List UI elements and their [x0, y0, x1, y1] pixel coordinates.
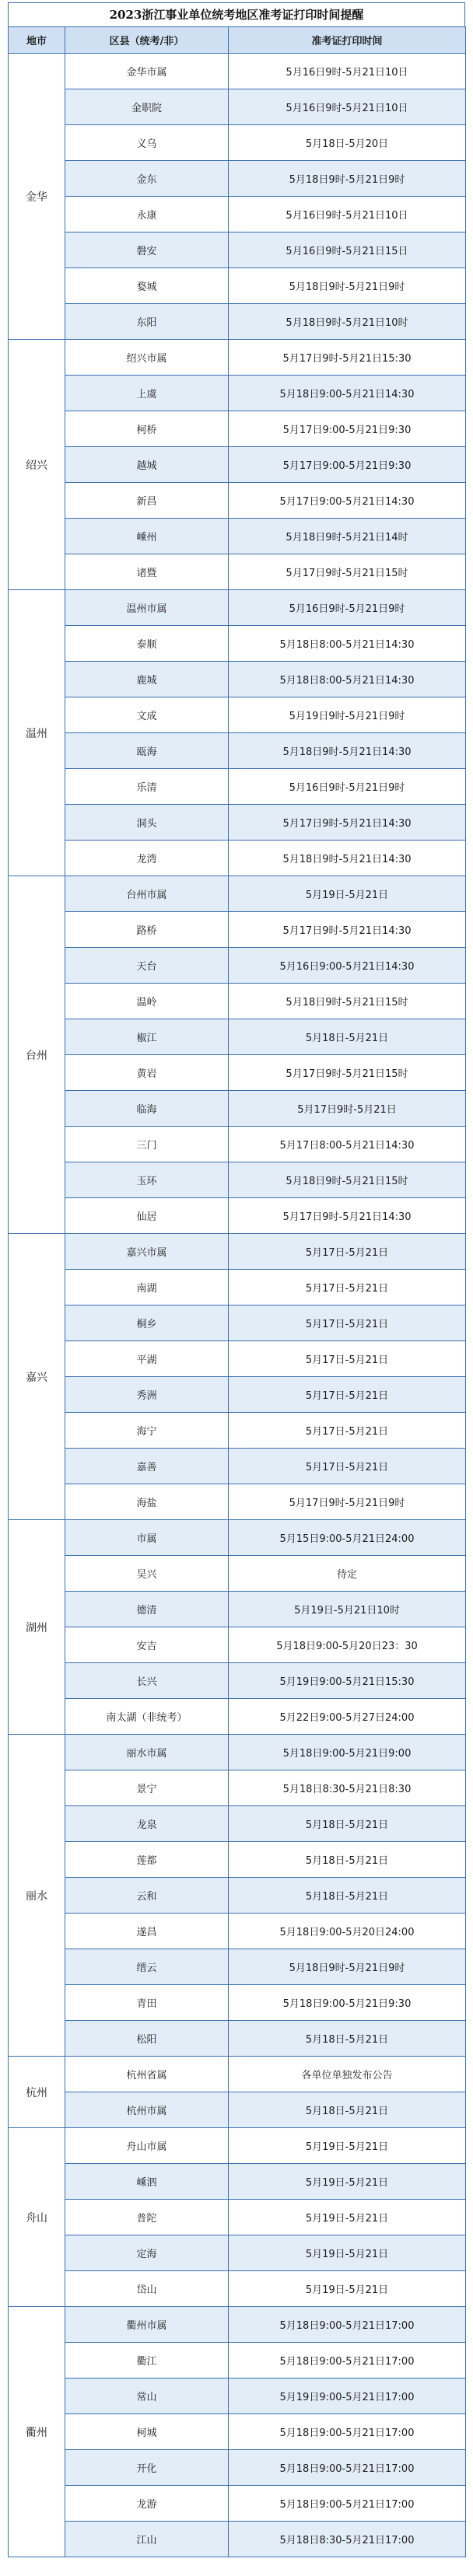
print-time-cell: 5月17日9时-5月21日14:30 [229, 912, 466, 948]
notice-table-container [8, 2, 465, 2557]
district-cell: 海盐 [65, 1484, 229, 1520]
print-time-cell: 5月18日-5月21日 [229, 1019, 466, 1055]
table-row [9, 2271, 466, 2307]
table-row [9, 1377, 466, 1413]
table-row [9, 54, 466, 89]
table-row [9, 447, 466, 483]
print-time-cell: 5月19日-5月21日 [229, 2235, 466, 2271]
table-row [9, 1305, 466, 1341]
table-row [9, 197, 466, 232]
table-row [9, 376, 466, 411]
print-time-cell: 5月18日9时-5月21日15时 [229, 1162, 466, 1198]
district-cell: 龙游 [65, 2486, 229, 2522]
city-cell: 衢州 [9, 2307, 65, 2557]
table-row [9, 948, 466, 984]
city-cell: 湖州 [9, 1520, 65, 1735]
district-cell: 新昌 [65, 483, 229, 519]
district-cell: 金华市属 [65, 54, 229, 89]
district-cell: 桐乡 [65, 1305, 229, 1341]
district-cell: 青田 [65, 1985, 229, 2021]
district-cell: 景宁 [65, 1770, 229, 1806]
print-time-cell: 5月18日9时-5月21日9时 [229, 161, 466, 197]
district-cell: 杭州市属 [65, 2092, 229, 2128]
table-row [9, 1663, 466, 1699]
table-row [9, 2343, 466, 2379]
district-cell: 泰顺 [65, 626, 229, 662]
table-row [9, 1806, 466, 1842]
district-cell: 金职院 [65, 89, 229, 125]
district-cell: 台州市属 [65, 876, 229, 912]
table-row [9, 2164, 466, 2200]
print-time-cell: 5月22日9:00-5月27日24:00 [229, 1699, 466, 1735]
print-time-cell: 5月18日-5月21日 [229, 1806, 466, 1842]
district-cell: 路桥 [65, 912, 229, 948]
print-time-cell: 5月18日8:00-5月21日14:30 [229, 626, 466, 662]
table-row [9, 1949, 466, 1985]
table-row [9, 89, 466, 125]
header-district: 区县（统考/非） [65, 27, 229, 54]
print-time-cell: 5月17日8:00-5月21日14:30 [229, 1127, 466, 1162]
district-cell: 南太湖（非统考） [65, 1699, 229, 1735]
district-cell: 衢江 [65, 2343, 229, 2379]
district-cell: 上虞 [65, 376, 229, 411]
print-time-cell: 5月17日9时-5月21日15:30 [229, 340, 466, 376]
district-cell: 秀洲 [65, 1377, 229, 1413]
district-cell: 文成 [65, 697, 229, 733]
print-time-cell: 5月18日-5月21日 [229, 2021, 466, 2057]
table-row [9, 2307, 466, 2343]
print-time-cell: 5月18日9时-5月21日9时 [229, 1949, 466, 1985]
district-cell: 绍兴市属 [65, 340, 229, 376]
print-time-cell: 5月18日9时-5月21日9时 [229, 268, 466, 304]
table-row [9, 1914, 466, 1949]
print-time-cell: 5月19日-5月21日 [229, 2164, 466, 2200]
print-time-cell: 5月18日9时-5月21日15时 [229, 984, 466, 1019]
table-row [9, 733, 466, 769]
district-cell: 市属 [65, 1520, 229, 1556]
district-cell: 莲都 [65, 1842, 229, 1878]
table-row [9, 876, 466, 912]
table-row [9, 1985, 466, 2021]
print-time-cell: 5月19日-5月21日 [229, 2200, 466, 2235]
table-row [9, 1449, 466, 1484]
district-cell: 温州市属 [65, 590, 229, 626]
print-time-cell: 5月17日-5月21日 [229, 1413, 466, 1449]
print-time-cell: 5月17日9时-5月21日9时 [229, 1484, 466, 1520]
print-time-cell: 5月18日8:30-5月21日8:30 [229, 1770, 466, 1806]
print-time-cell: 5月18日8:30-5月21日17:00 [229, 2522, 466, 2557]
print-time-cell: 5月19日9时-5月21日9时 [229, 697, 466, 733]
table-row [9, 2128, 466, 2164]
table-row [9, 590, 466, 626]
table-row [9, 2486, 466, 2522]
print-time-cell: 5月17日9时-5月21日15时 [229, 554, 466, 590]
print-time-cell: 5月18日9:00-5月21日17:00 [229, 2343, 466, 2379]
header-print-time: 准考证打印时间 [229, 27, 466, 54]
table-row [9, 268, 466, 304]
city-cell: 嘉兴 [9, 1234, 65, 1520]
district-cell: 柯城 [65, 2414, 229, 2450]
district-cell: 嵊州 [65, 519, 229, 554]
table-row [9, 1341, 466, 1377]
district-cell: 诸暨 [65, 554, 229, 590]
district-cell: 舟山市属 [65, 2128, 229, 2164]
exam-ticket-print-table [8, 26, 466, 2557]
city-cell: 温州 [9, 590, 65, 876]
print-time-cell: 5月17日9时-5月21日14:30 [229, 1198, 466, 1234]
district-cell: 玉环 [65, 1162, 229, 1198]
print-time-cell: 5月17日-5月21日 [229, 1270, 466, 1305]
table-row [9, 411, 466, 447]
city-cell: 舟山 [9, 2128, 65, 2307]
district-cell: 衢州市属 [65, 2307, 229, 2343]
district-cell: 东阳 [65, 304, 229, 340]
table-row [9, 662, 466, 697]
table-row [9, 1127, 466, 1162]
district-cell: 江山 [65, 2522, 229, 2557]
district-cell: 金东 [65, 161, 229, 197]
table-row [9, 841, 466, 876]
district-cell: 临海 [65, 1091, 229, 1127]
district-cell: 天台 [65, 948, 229, 984]
print-time-cell: 5月16日9时-5月21日9时 [229, 590, 466, 626]
print-time-cell: 5月18日9:00-5月20日24:00 [229, 1914, 466, 1949]
print-time-cell: 5月17日-5月21日 [229, 1449, 466, 1484]
table-row [9, 1556, 466, 1592]
table-row [9, 1198, 466, 1234]
district-cell: 瓯海 [65, 733, 229, 769]
district-cell: 吴兴 [65, 1556, 229, 1592]
table-row [9, 340, 466, 376]
print-time-cell: 5月18日-5月20日 [229, 125, 466, 161]
district-cell: 椒江 [65, 1019, 229, 1055]
table-row [9, 1019, 466, 1055]
table-row [9, 554, 466, 590]
district-cell: 安吉 [65, 1627, 229, 1663]
district-cell: 杭州省属 [65, 2057, 229, 2092]
table-row [9, 2522, 466, 2557]
print-time-cell: 5月18日9时-5月21日14时 [229, 519, 466, 554]
district-cell: 海宁 [65, 1413, 229, 1449]
table-row [9, 1234, 466, 1270]
header-row [9, 27, 466, 54]
print-time-cell: 5月17日-5月21日 [229, 1341, 466, 1377]
district-cell: 岱山 [65, 2271, 229, 2307]
table-row [9, 1878, 466, 1914]
table-row [9, 1735, 466, 1770]
table-row [9, 1091, 466, 1127]
table-row [9, 483, 466, 519]
print-time-cell: 5月16日9时-5月21日10日 [229, 89, 466, 125]
district-cell: 柯桥 [65, 411, 229, 447]
district-cell: 鹿城 [65, 662, 229, 697]
print-time-cell: 5月18日9时-5月21日14:30 [229, 733, 466, 769]
table-row [9, 1162, 466, 1198]
print-time-cell: 5月17日9时-5月21日15时 [229, 1055, 466, 1091]
print-time-cell: 5月16日9时-5月21日10日 [229, 197, 466, 232]
print-time-cell: 5月18日9:00-5月21日9:30 [229, 1985, 466, 2021]
table-row [9, 2057, 466, 2092]
table-row [9, 2200, 466, 2235]
table-row [9, 232, 466, 268]
print-time-cell: 5月19日-5月21日 [229, 876, 466, 912]
print-time-cell: 5月17日9时-5月21日14:30 [229, 805, 466, 841]
district-cell: 云和 [65, 1878, 229, 1914]
district-cell: 平湖 [65, 1341, 229, 1377]
table-row [9, 984, 466, 1019]
city-cell: 台州 [9, 876, 65, 1234]
district-cell: 嵊泗 [65, 2164, 229, 2200]
table-row [9, 1842, 466, 1878]
table-row [9, 2092, 466, 2128]
district-cell: 南湖 [65, 1270, 229, 1305]
district-cell: 松阳 [65, 2021, 229, 2057]
print-time-cell: 5月19日-5月21日 [229, 2271, 466, 2307]
table-row [9, 519, 466, 554]
print-time-cell: 5月17日9:00-5月21日14:30 [229, 483, 466, 519]
table-row [9, 2379, 466, 2414]
district-cell: 龙泉 [65, 1806, 229, 1842]
district-cell: 越城 [65, 447, 229, 483]
district-cell: 永康 [65, 197, 229, 232]
district-cell: 遂昌 [65, 1914, 229, 1949]
district-cell: 黄岩 [65, 1055, 229, 1091]
table-row [9, 304, 466, 340]
print-time-cell: 5月19日9:00-5月21日15:30 [229, 1663, 466, 1699]
district-cell: 嘉兴市属 [65, 1234, 229, 1270]
table-row [9, 805, 466, 841]
district-cell: 磐安 [65, 232, 229, 268]
print-time-cell: 5月18日9:00-5月21日17:00 [229, 2450, 466, 2486]
district-cell: 丽水市属 [65, 1735, 229, 1770]
district-cell: 洞头 [65, 805, 229, 841]
district-cell: 普陀 [65, 2200, 229, 2235]
table-row [9, 697, 466, 733]
table-row [9, 161, 466, 197]
district-cell: 常山 [65, 2379, 229, 2414]
district-cell: 长兴 [65, 1663, 229, 1699]
print-time-cell: 5月17日-5月21日 [229, 1305, 466, 1341]
city-cell: 丽水 [9, 1735, 65, 2057]
table-row [9, 1699, 466, 1735]
print-time-cell: 5月16日9时-5月21日9时 [229, 769, 466, 805]
city-cell: 绍兴 [9, 340, 65, 590]
print-time-cell: 5月16日9时-5月21日10日 [229, 54, 466, 89]
district-cell: 三门 [65, 1127, 229, 1162]
print-time-cell: 5月18日9:00-5月21日17:00 [229, 2486, 466, 2522]
print-time-cell: 各单位单独发布公告 [229, 2057, 466, 2092]
district-cell: 嘉善 [65, 1449, 229, 1484]
table-row [9, 626, 466, 662]
district-cell: 温岭 [65, 984, 229, 1019]
city-cell: 杭州 [9, 2057, 65, 2128]
print-time-cell: 5月18日9:00-5月21日17:00 [229, 2307, 466, 2343]
print-time-cell: 5月19日9:00-5月21日17:00 [229, 2379, 466, 2414]
table-row [9, 1055, 466, 1091]
print-time-cell: 5月19日-5月21日 [229, 2128, 466, 2164]
district-cell: 乐清 [65, 769, 229, 805]
print-time-cell: 5月19日-5月21日10时 [229, 1592, 466, 1627]
print-time-cell: 5月16日9时-5月21日15日 [229, 232, 466, 268]
table-title: 2023浙江事业单位统考地区准考证打印时间提醒 [8, 2, 465, 26]
print-time-cell: 5月17日9:00-5月21日9:30 [229, 447, 466, 483]
print-time-cell: 5月18日9时-5月21日10时 [229, 304, 466, 340]
print-time-cell: 5月18日9:00-5月21日14:30 [229, 376, 466, 411]
table-row [9, 1770, 466, 1806]
print-time-cell: 5月18日9时-5月21日14:30 [229, 841, 466, 876]
table-row [9, 2235, 466, 2271]
print-time-cell: 5月18日-5月21日 [229, 1878, 466, 1914]
print-time-cell: 5月18日9:00-5月21日17:00 [229, 2414, 466, 2450]
district-cell: 开化 [65, 2450, 229, 2486]
city-cell: 金华 [9, 54, 65, 340]
print-time-cell: 5月15日9:00-5月21日24:00 [229, 1520, 466, 1556]
table-row [9, 1592, 466, 1627]
district-cell: 龙湾 [65, 841, 229, 876]
table-row [9, 1270, 466, 1305]
print-time-cell: 5月16日9:00-5月21日14:30 [229, 948, 466, 984]
table-row [9, 1520, 466, 1556]
table-row [9, 2021, 466, 2057]
print-time-cell: 5月18日8:00-5月21日14:30 [229, 662, 466, 697]
table-row [9, 2450, 466, 2486]
table-row [9, 125, 466, 161]
table-row [9, 1484, 466, 1520]
district-cell: 缙云 [65, 1949, 229, 1985]
district-cell: 婺城 [65, 268, 229, 304]
header-city: 地市 [9, 27, 65, 54]
table-row [9, 1627, 466, 1663]
print-time-cell: 5月17日9:00-5月21日9:30 [229, 411, 466, 447]
print-time-cell: 待定 [229, 1556, 466, 1592]
table-row [9, 769, 466, 805]
table-row [9, 2414, 466, 2450]
district-cell: 仙居 [65, 1198, 229, 1234]
print-time-cell: 5月17日-5月21日 [229, 1377, 466, 1413]
district-cell: 定海 [65, 2235, 229, 2271]
district-cell: 义乌 [65, 125, 229, 161]
print-time-cell: 5月17日9时-5月21日 [229, 1091, 466, 1127]
print-time-cell: 5月17日-5月21日 [229, 1234, 466, 1270]
print-time-cell: 5月18日-5月21日 [229, 2092, 466, 2128]
table-row [9, 1413, 466, 1449]
print-time-cell: 5月18日9:00-5月21日9:00 [229, 1735, 466, 1770]
print-time-cell: 5月18日-5月21日 [229, 1842, 466, 1878]
district-cell: 德清 [65, 1592, 229, 1627]
table-row [9, 912, 466, 948]
print-time-cell: 5月18日9:00-5月20日23：30 [229, 1627, 466, 1663]
table-body [9, 54, 466, 2557]
